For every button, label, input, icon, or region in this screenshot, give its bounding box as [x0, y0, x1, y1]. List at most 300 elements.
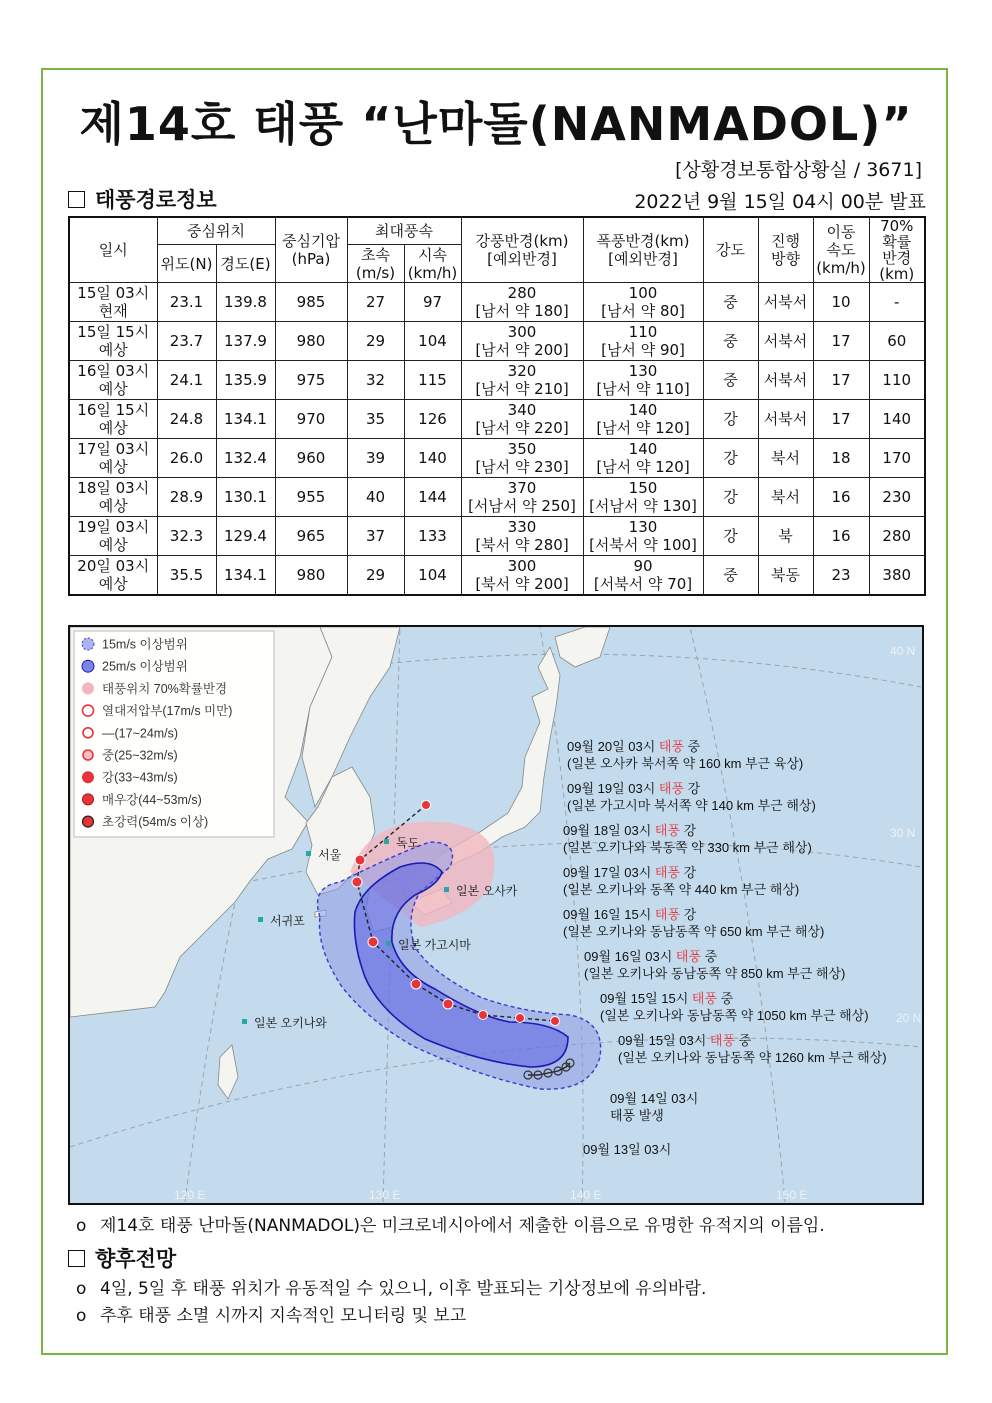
cell-strong [461, 556, 583, 596]
cell-line: 150 [628, 479, 658, 497]
cell-speed: 23 [813, 556, 869, 596]
cell-line: [서남서 약 130] [589, 497, 697, 515]
forecast-date-line [600, 991, 734, 1006]
cell-line: [남서 약 220] [475, 419, 569, 437]
cell-prob: 60 [869, 322, 925, 361]
legend-label: 중(25~32m/s) [102, 748, 178, 763]
forecast-label [567, 781, 816, 813]
cell-speed: 17 [813, 400, 869, 439]
cell-lon: 134.1 [216, 556, 275, 596]
forecast-label [563, 907, 824, 939]
table-row [69, 478, 925, 517]
table-row [69, 361, 925, 400]
cell-line: 예상 [98, 575, 128, 593]
cell-lon: 134.1 [216, 400, 275, 439]
cell-storm [583, 400, 703, 439]
cell-line: 16일 03시 [77, 362, 150, 380]
cell-line: [남서 약 180] [475, 302, 569, 320]
forecast-date: 09월 19일 03시 [567, 781, 659, 796]
cell-lon: 135.9 [216, 361, 275, 400]
legend-icon [83, 816, 94, 827]
lon-label: 140 E [570, 1188, 602, 1202]
lon-label: 150 E [776, 1188, 808, 1202]
forecast-type: 태풍 [658, 739, 685, 754]
cell-ms: 29 [347, 322, 404, 361]
forecast-date: 09월 20일 03시 [567, 739, 659, 754]
cell-ms: 40 [347, 478, 404, 517]
legend-label: 강(33~43m/s) [102, 770, 178, 785]
header-intensity: 강도 [703, 217, 758, 283]
cell-t [69, 478, 157, 517]
cell-prob: 110 [869, 361, 925, 400]
cell-speed: 10 [813, 283, 869, 322]
cell-prob: 230 [869, 478, 925, 517]
bullet: o [76, 1216, 87, 1236]
note-text: 제14호 태풍 난마돌(NANMADOL)은 미크로네시아에서 제출한 이름으로 유명한 유적지의 이름임. [100, 1216, 825, 1236]
header-pressure-label: 중심기압 [282, 232, 340, 250]
checkbox-icon [68, 191, 85, 208]
cell-dir: 서북서 [758, 361, 813, 400]
cell-line: 예상 [98, 419, 128, 437]
cell-t [69, 400, 157, 439]
table-row [69, 517, 925, 556]
cell-dir: 서북서 [758, 283, 813, 322]
place-marker [306, 851, 311, 856]
typhoon-position-marker [516, 1014, 525, 1023]
table-row [69, 556, 925, 596]
cell-line: 280 [507, 284, 537, 302]
cell-dir: 서북서 [758, 400, 813, 439]
cell-kmh: 140 [404, 439, 461, 478]
cell-t [69, 517, 157, 556]
note-outlook-2 [76, 1301, 466, 1326]
header-ms-2: (m/s) [355, 263, 396, 282]
legend-box [74, 631, 274, 837]
forecast-intensity: 중 [735, 1033, 752, 1048]
cell-lon: 139.8 [216, 283, 275, 322]
cell-line: 16일 15시 [77, 401, 150, 419]
bullet: o [76, 1279, 87, 1299]
forecast-type: 태풍 [709, 1033, 736, 1048]
forecast-label [563, 823, 812, 855]
cell-lat: 24.8 [157, 400, 216, 439]
place-label: 일본 오키나와 [254, 1016, 327, 1030]
note-outlook-1 [76, 1274, 706, 1299]
header-center: 중심위치 [157, 217, 275, 245]
cell-ms: 29 [347, 556, 404, 596]
cell-t [69, 283, 157, 322]
cell-kmh: 104 [404, 322, 461, 361]
header-kmh-2: (km/h) [407, 263, 458, 282]
cell-strong [461, 400, 583, 439]
cell-kmh: 104 [404, 556, 461, 596]
typhoon-position-marker [368, 937, 378, 947]
header-probability [869, 217, 925, 283]
forecast-intensity: 중 [717, 991, 734, 1006]
forecast-intensity: 강 [680, 823, 697, 838]
typhoon-track-map [68, 625, 924, 1205]
forecast-date-line [563, 865, 697, 880]
cell-line: [남서 약 230] [475, 458, 569, 476]
place-marker [258, 917, 263, 922]
cell-speed: 17 [813, 322, 869, 361]
cell-intensity: 강 [703, 478, 758, 517]
cell-intensity: 중 [703, 322, 758, 361]
forecast-date-line [618, 1033, 752, 1048]
header-prob-1: 70% [880, 217, 914, 235]
cell-storm [583, 322, 703, 361]
cell-line: [서북서 약 100] [589, 536, 697, 554]
header-ms [347, 245, 404, 283]
header-direction-2: 방향 [771, 250, 800, 268]
header-speed-1: 이동 [826, 223, 856, 241]
page-title: 제14호 태풍 “난마돌(NANMADOL)” [79, 97, 913, 151]
cell-strong [461, 361, 583, 400]
cell-line: [북서 약 200] [475, 575, 569, 593]
forecast-date: 09월 15일 15시 [600, 991, 692, 1006]
track-table [68, 216, 926, 596]
forecast-label [600, 991, 869, 1023]
forecast-label [567, 739, 803, 771]
cell-speed: 17 [813, 361, 869, 400]
cell-t [69, 556, 157, 596]
header-pressure-unit: (hPa) [291, 250, 331, 268]
header-storm-label: 폭풍반경(km) [596, 232, 690, 250]
header-prob-3: 반경 [882, 249, 912, 267]
cell-strong [461, 322, 583, 361]
forecast-date: 09월 17일 03시 [563, 865, 655, 880]
cell-line: 100 [628, 284, 658, 302]
land-taiwan [218, 1045, 238, 1099]
place-label: 일본 가고시마 [398, 938, 471, 952]
forecast-location: (일본 가고시마 북서쪽 약 140 km 부근 해상) [567, 798, 816, 813]
cell-line: 17일 03시 [77, 440, 150, 458]
header-direction-1: 진행 [771, 232, 800, 250]
header-storm-radius [583, 217, 703, 283]
forecast-location: (일본 오키나와 북동쪽 약 330 km 부근 해상) [563, 840, 812, 855]
forecast-date-line [563, 823, 697, 838]
cell-line: 15일 15시 [77, 323, 150, 341]
legend-label: 열대저압부(17m/s 미만) [102, 704, 233, 719]
cell-strong [461, 478, 583, 517]
legend-label: —(17~24m/s) [102, 726, 179, 741]
cell-line: 330 [507, 518, 537, 536]
cell-line: 예상 [98, 341, 128, 359]
cell-line: 15일 03시 [77, 284, 150, 302]
cell-hpa: 955 [275, 478, 347, 517]
cell-line: 140 [628, 401, 658, 419]
forecast-date: 09월 15일 03시 [618, 1033, 710, 1048]
cell-strong [461, 439, 583, 478]
cell-lon: 132.4 [216, 439, 275, 478]
lat-label: 30 N [890, 826, 916, 840]
cell-hpa: 985 [275, 283, 347, 322]
header-direction [758, 217, 813, 283]
cell-prob: - [869, 283, 925, 322]
cell-line: [북서 약 280] [475, 536, 569, 554]
header-time: 일시 [69, 217, 157, 283]
legend-label: 초강력(54m/s 이상) [102, 815, 209, 830]
legend-icon [83, 705, 94, 716]
cell-line: 19일 03시 [77, 518, 150, 536]
forecast-type: 태풍 [675, 949, 702, 964]
track-table-body [69, 283, 925, 596]
cell-prob: 170 [869, 439, 925, 478]
cell-lat: 35.5 [157, 556, 216, 596]
cell-hpa: 980 [275, 322, 347, 361]
office-label: [상황경보통합상황실 / 3671] [675, 159, 922, 181]
cell-hpa: 960 [275, 439, 347, 478]
cell-lon: 137.9 [216, 322, 275, 361]
legend-label: 25m/s 이상범위 [102, 659, 188, 674]
legend-label: 15m/s 이상범위 [102, 637, 188, 652]
cell-line: 90 [633, 557, 653, 575]
cell-lat: 24.1 [157, 361, 216, 400]
table-row [69, 322, 925, 361]
legend-icon [83, 772, 94, 783]
place-label: 서귀포 [270, 914, 305, 928]
cell-storm [583, 556, 703, 596]
cell-line: [남서 약 90] [601, 341, 685, 359]
header-strong-exception: [예외반경] [487, 250, 557, 268]
header-strong-label: 강풍반경(km) [475, 232, 569, 250]
cell-hpa: 980 [275, 556, 347, 596]
cell-line: [남서 약 120] [596, 419, 690, 437]
cell-prob: 280 [869, 517, 925, 556]
map-canvas [70, 627, 921, 1202]
forecast-location: (일본 오사카 북서쪽 약 160 km 부근 육상) [567, 756, 804, 771]
forecast-intensity: 중 [684, 739, 701, 754]
forecast-labels [563, 739, 887, 1157]
cell-lat: 23.1 [157, 283, 216, 322]
cell-ms: 32 [347, 361, 404, 400]
cell-line: 예상 [98, 458, 128, 476]
table-row [69, 439, 925, 478]
cell-t [69, 439, 157, 478]
legend-label: 매우강(44~53m/s) [102, 792, 202, 807]
cell-line: [남서 약 200] [475, 341, 569, 359]
issued-time: 2022년 9월 15일 04시 00분 발표 [634, 191, 926, 213]
cell-prob: 140 [869, 400, 925, 439]
place-marker [444, 887, 449, 892]
forecast-intensity: 강 [684, 781, 701, 796]
cell-lat: 23.7 [157, 322, 216, 361]
cell-strong [461, 517, 583, 556]
cell-dir: 서북서 [758, 322, 813, 361]
place-marker [384, 839, 389, 844]
legend-icon [82, 682, 94, 694]
cell-hpa: 975 [275, 361, 347, 400]
cell-storm [583, 478, 703, 517]
cell-line: [서북서 약 70] [593, 575, 693, 593]
forecast-date-line [563, 907, 697, 922]
cell-storm [583, 361, 703, 400]
bullet: o [76, 1306, 87, 1326]
header-wind: 최대풍속 [347, 217, 461, 245]
cell-line: 300 [507, 557, 537, 575]
legend-icon [83, 750, 93, 760]
cell-dir: 북서 [758, 478, 813, 517]
table-row [69, 400, 925, 439]
forecast-intensity: 중 [701, 949, 718, 964]
forecast-date: 09월 18일 03시 [563, 823, 655, 838]
place-marker [386, 941, 391, 946]
forecast-label [584, 949, 845, 981]
cell-line: 370 [507, 479, 537, 497]
cell-ms: 35 [347, 400, 404, 439]
cell-dir: 북서 [758, 439, 813, 478]
cell-intensity: 강 [703, 517, 758, 556]
forecast-type: 태풍 [658, 781, 685, 796]
section-heading-track [68, 184, 217, 214]
cell-line: 110 [628, 323, 658, 341]
cell-ms: 27 [347, 283, 404, 322]
checkbox-icon [68, 1250, 85, 1267]
cell-speed: 16 [813, 517, 869, 556]
forecast-date: 09월 16일 15시 [563, 907, 655, 922]
typhoon-position-marker [443, 999, 453, 1009]
cell-line: 130 [628, 518, 658, 536]
header-prob-4: (km) [879, 265, 915, 283]
cell-lat: 28.9 [157, 478, 216, 517]
forecast-type: 태풍 [654, 907, 681, 922]
cell-kmh: 97 [404, 283, 461, 322]
cell-prob: 380 [869, 556, 925, 596]
cell-lon: 130.1 [216, 478, 275, 517]
cell-line: 현재 [98, 302, 128, 320]
cell-intensity: 중 [703, 361, 758, 400]
cell-line: 예상 [98, 497, 128, 515]
section-title: 향후전망 [95, 1247, 177, 1271]
header-prob-2: 확률 [882, 233, 912, 251]
legend-label: 태풍위치 70%확률반경 [102, 681, 228, 696]
header-lon: 경도(E) [216, 245, 275, 283]
place-label: 일본 오사카 [456, 884, 518, 898]
genesis-label: 태풍 발생 [610, 1108, 664, 1123]
forecast-location: (일본 오키나와 동남동쪽 약 850 km 부근 해상) [584, 966, 846, 981]
forecast-date: 09월 16일 03시 [584, 949, 676, 964]
cell-storm [583, 517, 703, 556]
cell-line: [남서 약 210] [475, 380, 569, 398]
cell-t [69, 322, 157, 361]
cell-hpa: 965 [275, 517, 347, 556]
forecast-date-line [567, 739, 701, 754]
cell-kmh: 144 [404, 478, 461, 517]
forecast-location: (일본 오키나와 동남동쪽 약 650 km 부근 해상) [563, 924, 825, 939]
cell-line: 18일 03시 [77, 479, 150, 497]
lon-label: 120 E [174, 1188, 206, 1202]
cell-line: 140 [628, 440, 658, 458]
cell-hpa: 970 [275, 400, 347, 439]
typhoon-position-marker [551, 1017, 560, 1026]
header-speed-2: 속도 [826, 241, 856, 259]
cell-ms: 37 [347, 517, 404, 556]
forecast-type: 태풍 [654, 823, 681, 838]
legend-icon [83, 794, 94, 805]
forecast-location: (일본 오키나와 동쪽 약 440 km 부근 해상) [563, 882, 800, 897]
section-heading-outlook [68, 1243, 176, 1273]
forecast-location: (일본 오키나와 동남동쪽 약 1050 km 부근 해상) [600, 1008, 869, 1023]
cell-line: 예상 [98, 380, 128, 398]
typhoon-position-marker [352, 877, 362, 887]
forecast-label [563, 865, 799, 897]
cell-line: [남서 약 110] [596, 380, 690, 398]
cell-storm [583, 439, 703, 478]
forecast-intensity: 강 [680, 865, 697, 880]
cell-line: 300 [507, 323, 537, 341]
header-speed-3: (km/h) [816, 259, 866, 277]
cell-dir: 북동 [758, 556, 813, 596]
cell-line: [남서 약 80] [601, 302, 685, 320]
cell-kmh: 115 [404, 361, 461, 400]
header-kmh-1: 시속 [418, 245, 447, 264]
cell-intensity: 강 [703, 439, 758, 478]
header-pressure [275, 217, 347, 283]
note-text: 추후 태풍 소멸 시까지 지속적인 모니터링 및 보고 [100, 1306, 467, 1326]
forecast-location: (일본 오키나와 동남동쪽 약 1260 km 부근 해상) [618, 1050, 887, 1065]
cell-ms: 39 [347, 439, 404, 478]
header-ms-1: 초속 [361, 245, 390, 264]
origin-date: 09월 13일 03시 [583, 1142, 672, 1157]
cell-line: [서남서 약 250] [468, 497, 576, 515]
legend-icon [82, 660, 94, 672]
place-marker [242, 1019, 247, 1024]
place-label: 독도 [396, 836, 420, 850]
legend-icon [82, 638, 94, 650]
lon-label: 130 E [369, 1188, 401, 1202]
cell-line: 350 [507, 440, 537, 458]
typhoon-position-marker [422, 801, 431, 810]
cell-strong [461, 283, 583, 322]
header-storm-exception: [예외반경] [608, 250, 678, 268]
note-name-origin [76, 1211, 825, 1236]
cell-line: 320 [507, 362, 537, 380]
typhoon-position-marker [479, 1011, 488, 1020]
forecast-type: 태풍 [654, 865, 681, 880]
note-text: 4일, 5일 후 태풍 위치가 유동적일 수 있으니, 이후 발표되는 기상정보에 유의바람. [100, 1279, 707, 1299]
cell-intensity: 중 [703, 283, 758, 322]
cell-line: 20일 03시 [77, 557, 150, 575]
cell-kmh: 133 [404, 517, 461, 556]
header-lat: 위도(N) [157, 245, 216, 283]
cell-lat: 26.0 [157, 439, 216, 478]
cell-intensity: 중 [703, 556, 758, 596]
forecast-date-line [584, 949, 718, 964]
cell-line: [남서 약 120] [596, 458, 690, 476]
lat-label: 20 N [896, 1011, 921, 1025]
land-hokkaido [555, 627, 610, 667]
forecast-intensity: 강 [680, 907, 697, 922]
cell-intensity: 강 [703, 400, 758, 439]
typhoon-position-marker [411, 979, 421, 989]
typhoon-position-marker [355, 855, 365, 865]
forecast-date-line [567, 781, 701, 796]
section-title: 태풍경로정보 [95, 188, 217, 212]
cell-t [69, 361, 157, 400]
cell-lat: 32.3 [157, 517, 216, 556]
place-label: 서울 [318, 848, 342, 862]
cell-speed: 16 [813, 478, 869, 517]
header-speed [813, 217, 869, 283]
table-row [69, 283, 925, 322]
forecast-type: 태풍 [691, 991, 718, 1006]
genesis-date: 09월 14일 03시 [610, 1091, 699, 1106]
cell-dir: 북 [758, 517, 813, 556]
header-strong-radius [461, 217, 583, 283]
cell-storm [583, 283, 703, 322]
cell-lon: 129.4 [216, 517, 275, 556]
cell-line: 130 [628, 362, 658, 380]
